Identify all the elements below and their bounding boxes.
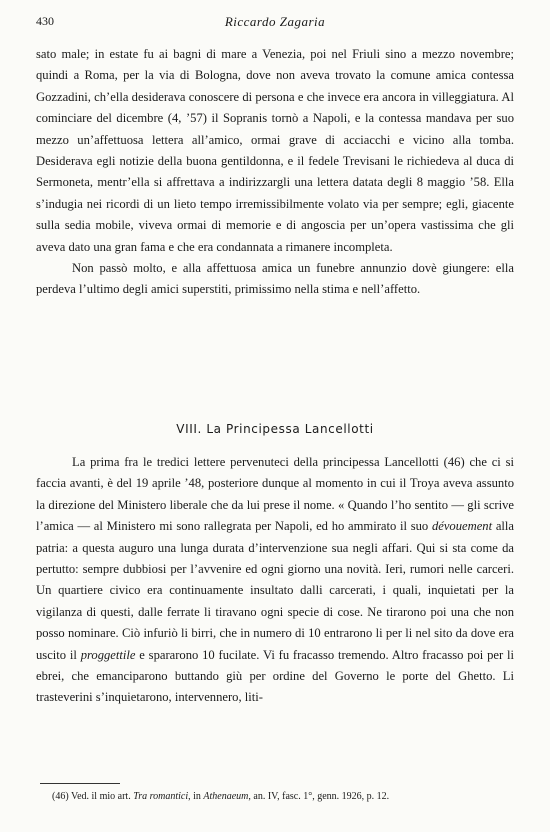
footnote bbox=[36, 790, 514, 804]
section-text-3: e spararono 10 fucilate. Vi fu fracasso tremendo. Altro fracasso poi per li ebrei, che emanciparono buttando giù per ordine del Governo le porte del Ghetto. Li trasteverini s’inquietarono, intervennero, liti- bbox=[36, 647, 514, 705]
section-paragraph bbox=[36, 452, 514, 709]
section-body bbox=[36, 452, 514, 709]
page-number: 430 bbox=[36, 14, 54, 28]
section-title: VIII. La Principessa Lancellotti bbox=[176, 422, 374, 436]
running-title: Riccardo Zagaria bbox=[224, 14, 326, 29]
footnote-text-2: , in bbox=[188, 791, 204, 802]
footnote-text-1: (46) Ved. il mio art. bbox=[52, 791, 134, 802]
paragraph-2: Non passò molto, e alla affettuosa amica un funebre annunzio dovè giungere: ella perdeva l’ultimo degli amici superstiti, primissimo nella stima e nell’affetto. bbox=[36, 261, 514, 297]
italic-word-2: proggettile bbox=[80, 647, 136, 662]
page-header bbox=[36, 14, 514, 34]
footnote-rule bbox=[40, 783, 120, 784]
paragraph-1: sato male; in estate fu ai bagni di mare a Venezia, poi nel Friuli sino a mezzo novembre; quindi a Roma, per la via di Bologna, dove non aveva trovato la comune amica contessa Gozzadini, ch’ella desiderava conoscere di persona e che invece era ancora in villeggiatura. Al cominciare del dicembre (4, ’57) il Sopranis tornò a Napoli, e la contessa mandava per suo mezzo un’affettuosa lettera all’amico, ormai grave di acciacchi e vicino alla tomba. Desiderava egli notizie della buona gentildonna, e il fedele Trevisani le richiedeva al duca di Sermoneta, mentr’ella si affrettava a indirizzargli una lettera datata degli 8 maggio ’58. Ella s’indugia nei ricordi di un lieto tempo irremissibilmente volato via per sempre; egli, giacente sulla sedia mobile, viveva ormai di memorie e di angoscia per un’opera vastissima che gli aveva dato una gran fama e che era condannata a rimanere incompleta. bbox=[36, 47, 514, 254]
italic-word-1: dévouement bbox=[431, 519, 493, 534]
footnote-italic-2: Athenaeum bbox=[203, 791, 249, 802]
body-text-top bbox=[36, 44, 514, 301]
section-text-2: alla patria: a questa auguro una lunga durata d’intervenzione sua negli affari. Qui si sta come da pertutto: sempre dubbiosi per l’avvenire ed ogni giorno una novità. Ieri, rumori nelle carceri. Un quartiere civico era continuamente insultato dalli carcerati, i quali, inquietati per la vigilanza di questi, dalle ferrate li tiravano ogni specie di cose. Ne tirarono poi una che non posso nominare. Ciò infuriò li birri, che in numero di 10 entrarono li per li nel sito da dove era uscito il bbox=[36, 519, 514, 662]
footnote-italic-1: Tra romantici bbox=[133, 791, 189, 802]
section-text-1: La prima fra le tredici lettere pervenuteci della principessa Lancellotti (46) che ci si faccia avanti, è del 19 aprile ’48, posteriore dunque al momento in cui il Troya aveva assunto la direzione del Ministero liberale che da lui prese il nome. « Quando l’ho sentito — gli scrive l’amica — al Ministero mi sono rallegrata per Napoli, ed ho ammirato il suo bbox=[36, 455, 514, 534]
footnote-text-3: , an. IV, fasc. 1°, genn. 1926, p. 12. bbox=[248, 791, 390, 802]
